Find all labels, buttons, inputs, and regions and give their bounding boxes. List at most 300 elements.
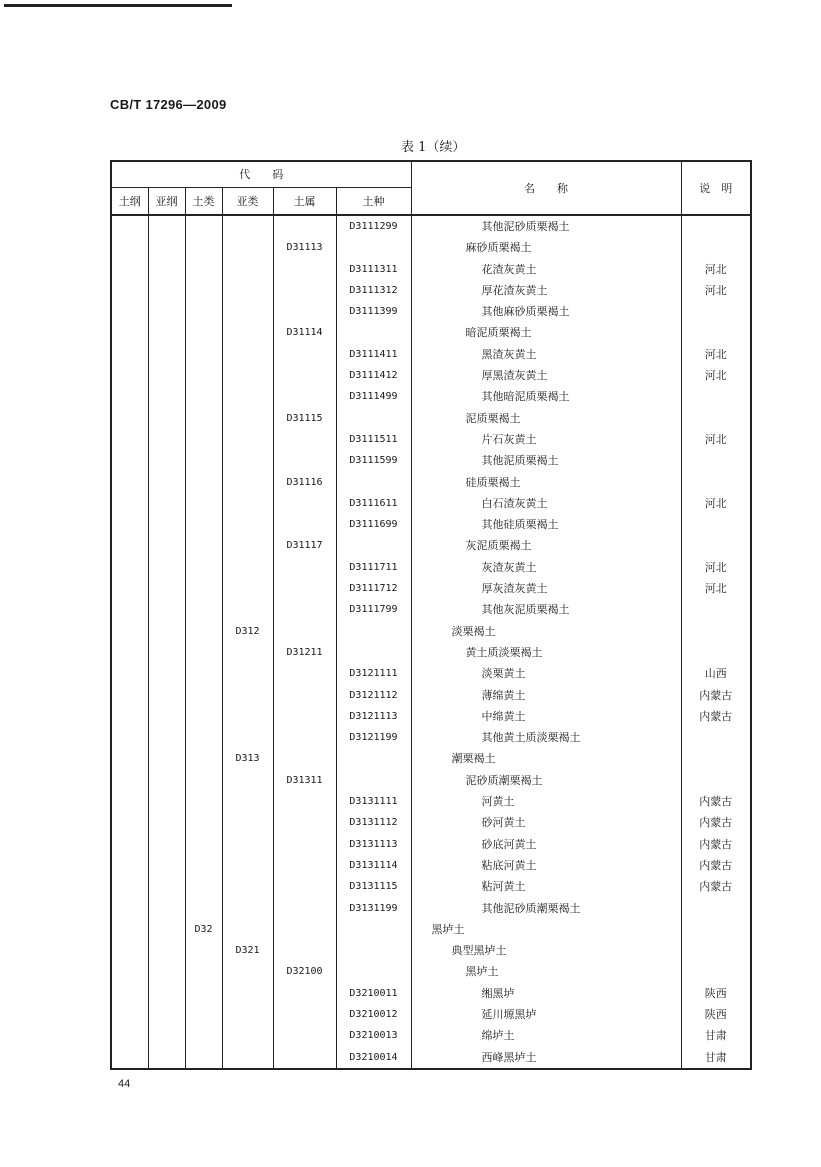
- yagang-cell: [148, 301, 185, 322]
- tuzhong-cell: [336, 961, 411, 982]
- name-cell: 其他灰泥质栗褐土: [411, 599, 681, 620]
- yalei-cell: D313: [222, 748, 273, 769]
- tushu-cell: [273, 727, 336, 748]
- tugang-header: 土纲: [111, 187, 148, 215]
- tushu-cell: D31211: [273, 642, 336, 663]
- tugang-cell: [111, 429, 148, 450]
- note-cell: [681, 599, 751, 620]
- table-title: 表 1（续）: [401, 140, 466, 155]
- yagang-cell: [148, 280, 185, 301]
- note-header: 说 明: [681, 161, 751, 215]
- tugang-cell: [111, 322, 148, 343]
- tushu-cell: [273, 663, 336, 684]
- table-row: [111, 898, 751, 919]
- table-row: [111, 344, 751, 365]
- tushu-cell: D32100: [273, 961, 336, 982]
- tushu-cell: [273, 450, 336, 471]
- yalei-cell: [222, 727, 273, 748]
- tugang-cell: [111, 450, 148, 471]
- tugang-cell: [111, 557, 148, 578]
- tulei-cell: [185, 876, 222, 897]
- yalei-cell: [222, 983, 273, 1004]
- tushu-cell: D31117: [273, 535, 336, 556]
- tushu-cell: [273, 386, 336, 407]
- tushu-cell: [273, 429, 336, 450]
- tulei-cell: [185, 812, 222, 833]
- tushu-header: 土属: [273, 187, 336, 215]
- name-cell: 缃黑垆: [411, 983, 681, 1004]
- yalei-cell: [222, 215, 273, 237]
- tuzhong-cell: D3131112: [336, 812, 411, 833]
- tuzhong-cell: D3210012: [336, 1004, 411, 1025]
- tuzhong-cell: D3131115: [336, 876, 411, 897]
- name-cell: 硅质栗褐土: [411, 472, 681, 493]
- tushu-cell: [273, 1047, 336, 1069]
- yalei-cell: [222, 961, 273, 982]
- yalei-cell: [222, 898, 273, 919]
- tulei-cell: [185, 535, 222, 556]
- yalei-cell: [222, 770, 273, 791]
- yalei-cell: [222, 386, 273, 407]
- tushu-cell: [273, 215, 336, 237]
- yagang-cell: [148, 344, 185, 365]
- tulei-cell: [185, 237, 222, 258]
- yalei-cell: [222, 812, 273, 833]
- name-cell: 厚花渣灰黄土: [411, 280, 681, 301]
- tulei-cell: [185, 322, 222, 343]
- tulei-cell: [185, 493, 222, 514]
- note-cell: 河北: [681, 365, 751, 386]
- name-cell: 麻砂质栗褐土: [411, 237, 681, 258]
- yalei-cell: [222, 834, 273, 855]
- tugang-cell: [111, 621, 148, 642]
- yalei-cell: [222, 322, 273, 343]
- tugang-cell: [111, 599, 148, 620]
- tulei-cell: [185, 450, 222, 471]
- yagang-cell: [148, 770, 185, 791]
- note-cell: [681, 940, 751, 961]
- yalei-cell: [222, 855, 273, 876]
- tugang-cell: [111, 301, 148, 322]
- table-row: [111, 237, 751, 258]
- yalei-cell: [222, 876, 273, 897]
- table-row: [111, 578, 751, 599]
- tuzhong-cell: D3111712: [336, 578, 411, 599]
- tushu-cell: [273, 748, 336, 769]
- tushu-cell: [273, 685, 336, 706]
- tushu-cell: [273, 876, 336, 897]
- table-row: [111, 876, 751, 897]
- name-cell: 暗泥质栗褐土: [411, 322, 681, 343]
- yalei-header: 亚类: [222, 187, 273, 215]
- tuzhong-header: 土种: [336, 187, 411, 215]
- tugang-cell: [111, 408, 148, 429]
- yagang-cell: [148, 578, 185, 599]
- tuzhong-cell: D3210011: [336, 983, 411, 1004]
- name-cell: 厚黑渣灰黄土: [411, 365, 681, 386]
- tuzhong-cell: D3121112: [336, 685, 411, 706]
- yagang-cell: [148, 557, 185, 578]
- tuzhong-cell: D3111412: [336, 365, 411, 386]
- yagang-cell: [148, 727, 185, 748]
- note-cell: [681, 322, 751, 343]
- code-group-header: 代 码: [111, 161, 411, 187]
- note-cell: [681, 621, 751, 642]
- yagang-cell: [148, 1047, 185, 1069]
- tulei-cell: [185, 1047, 222, 1069]
- tushu-cell: D31113: [273, 237, 336, 258]
- tushu-cell: [273, 983, 336, 1004]
- note-cell: [681, 535, 751, 556]
- tulei-cell: [185, 365, 222, 386]
- yagang-header: 亚纲: [148, 187, 185, 215]
- yagang-cell: [148, 834, 185, 855]
- yagang-cell: [148, 535, 185, 556]
- tushu-cell: [273, 919, 336, 940]
- tuzhong-cell: D3210013: [336, 1025, 411, 1046]
- yagang-cell: [148, 493, 185, 514]
- tuzhong-cell: [336, 748, 411, 769]
- tuzhong-cell: [336, 919, 411, 940]
- yalei-cell: [222, 791, 273, 812]
- note-cell: [681, 770, 751, 791]
- table-row: [111, 770, 751, 791]
- yalei-cell: [222, 429, 273, 450]
- note-cell: 内蒙古: [681, 812, 751, 833]
- tugang-cell: [111, 961, 148, 982]
- tushu-cell: [273, 280, 336, 301]
- name-cell: 泥质栗褐土: [411, 408, 681, 429]
- note-cell: 陕西: [681, 983, 751, 1004]
- tulei-cell: D32: [185, 919, 222, 940]
- tugang-cell: [111, 386, 148, 407]
- name-cell: 绵垆土: [411, 1025, 681, 1046]
- note-cell: [681, 237, 751, 258]
- yalei-cell: [222, 578, 273, 599]
- tuzhong-cell: D3111799: [336, 599, 411, 620]
- note-cell: 河北: [681, 259, 751, 280]
- tugang-cell: [111, 898, 148, 919]
- yalei-cell: [222, 237, 273, 258]
- yagang-cell: [148, 472, 185, 493]
- tulei-cell: [185, 748, 222, 769]
- yagang-cell: [148, 599, 185, 620]
- name-cell: 片石灰黄土: [411, 429, 681, 450]
- tuzhong-cell: [336, 940, 411, 961]
- tulei-cell: [185, 834, 222, 855]
- table-row: [111, 365, 751, 386]
- name-cell: 延川塬黑垆: [411, 1004, 681, 1025]
- tushu-cell: [273, 834, 336, 855]
- tulei-cell: [185, 706, 222, 727]
- tuzhong-cell: D3131199: [336, 898, 411, 919]
- yagang-cell: [148, 237, 185, 258]
- table-row: [111, 322, 751, 343]
- yagang-cell: [148, 621, 185, 642]
- tugang-cell: [111, 685, 148, 706]
- table-row: [111, 1025, 751, 1046]
- tugang-cell: [111, 919, 148, 940]
- tugang-cell: [111, 365, 148, 386]
- tulei-cell: [185, 983, 222, 1004]
- yagang-cell: [148, 429, 185, 450]
- yalei-cell: [222, 557, 273, 578]
- tugang-cell: [111, 983, 148, 1004]
- yalei-cell: [222, 535, 273, 556]
- note-cell: [681, 472, 751, 493]
- name-cell: 其他泥砂质潮栗褐土: [411, 898, 681, 919]
- note-cell: 内蒙古: [681, 834, 751, 855]
- name-cell: 砂河黄土: [411, 812, 681, 833]
- note-cell: [681, 748, 751, 769]
- tuzhong-cell: [336, 770, 411, 791]
- name-cell: 花渣灰黄土: [411, 259, 681, 280]
- table-row: [111, 429, 751, 450]
- name-cell: 白石渣灰黄土: [411, 493, 681, 514]
- yagang-cell: [148, 791, 185, 812]
- tuzhong-cell: [336, 535, 411, 556]
- tugang-cell: [111, 344, 148, 365]
- yalei-cell: [222, 365, 273, 386]
- name-cell: 薄绵黄土: [411, 685, 681, 706]
- table-row: [111, 557, 751, 578]
- tushu-cell: [273, 578, 336, 599]
- yalei-cell: [222, 301, 273, 322]
- tushu-cell: [273, 898, 336, 919]
- note-cell: 内蒙古: [681, 876, 751, 897]
- table-row: [111, 727, 751, 748]
- note-cell: [681, 898, 751, 919]
- tugang-cell: [111, 237, 148, 258]
- yagang-cell: [148, 386, 185, 407]
- table-row: [111, 386, 751, 407]
- name-cell: 淡栗黄土: [411, 663, 681, 684]
- yalei-cell: D321: [222, 940, 273, 961]
- yagang-cell: [148, 898, 185, 919]
- tushu-cell: [273, 493, 336, 514]
- yalei-cell: [222, 599, 273, 620]
- name-cell: 厚灰渣灰黄土: [411, 578, 681, 599]
- yalei-cell: [222, 450, 273, 471]
- yalei-cell: [222, 642, 273, 663]
- yalei-cell: [222, 919, 273, 940]
- tuzhong-cell: D3111699: [336, 514, 411, 535]
- tushu-cell: [273, 791, 336, 812]
- yagang-cell: [148, 919, 185, 940]
- tuzhong-cell: D3111711: [336, 557, 411, 578]
- note-cell: [681, 919, 751, 940]
- tushu-cell: [273, 557, 336, 578]
- yalei-cell: [222, 1004, 273, 1025]
- tuzhong-cell: [336, 472, 411, 493]
- table-row: [111, 535, 751, 556]
- yagang-cell: [148, 940, 185, 961]
- tugang-cell: [111, 663, 148, 684]
- tuzhong-cell: D3210014: [336, 1047, 411, 1069]
- note-cell: [681, 386, 751, 407]
- tugang-cell: [111, 748, 148, 769]
- name-cell: 粘河黄土: [411, 876, 681, 897]
- note-cell: [681, 642, 751, 663]
- tugang-cell: [111, 791, 148, 812]
- tuzhong-cell: D3121111: [336, 663, 411, 684]
- tulei-cell: [185, 472, 222, 493]
- tulei-header: 土类: [185, 187, 222, 215]
- tugang-cell: [111, 706, 148, 727]
- tuzhong-cell: D3131113: [336, 834, 411, 855]
- table-row: [111, 748, 751, 769]
- scan-edge-bar: [4, 4, 232, 7]
- yagang-cell: [148, 365, 185, 386]
- tugang-cell: [111, 1004, 148, 1025]
- tulei-cell: [185, 961, 222, 982]
- tulei-cell: [185, 727, 222, 748]
- table-row: [111, 940, 751, 961]
- name-cell: 黑垆土: [411, 961, 681, 982]
- yalei-cell: [222, 280, 273, 301]
- tugang-cell: [111, 812, 148, 833]
- tuzhong-cell: D3111411: [336, 344, 411, 365]
- yagang-cell: [148, 408, 185, 429]
- note-cell: 内蒙古: [681, 706, 751, 727]
- tulei-cell: [185, 301, 222, 322]
- table-row: [111, 450, 751, 471]
- note-cell: [681, 514, 751, 535]
- page-number: 44: [118, 1078, 131, 1090]
- yagang-cell: [148, 1004, 185, 1025]
- yalei-cell: [222, 472, 273, 493]
- table-row: [111, 215, 751, 237]
- yalei-cell: [222, 1025, 273, 1046]
- tulei-cell: [185, 215, 222, 237]
- note-cell: 河北: [681, 344, 751, 365]
- table-row: [111, 791, 751, 812]
- tulei-cell: [185, 599, 222, 620]
- tushu-cell: [273, 259, 336, 280]
- yagang-cell: [148, 706, 185, 727]
- yagang-cell: [148, 450, 185, 471]
- table-row: [111, 834, 751, 855]
- note-cell: 内蒙古: [681, 685, 751, 706]
- name-cell: 其他麻砂质栗褐土: [411, 301, 681, 322]
- name-cell: 淡栗褐土: [411, 621, 681, 642]
- tushu-cell: D31116: [273, 472, 336, 493]
- yagang-cell: [148, 855, 185, 876]
- name-cell: 灰渣灰黄土: [411, 557, 681, 578]
- table-body: [111, 215, 751, 1069]
- standard-code: CB/T 17296—2009: [110, 97, 227, 112]
- tuzhong-cell: D3111511: [336, 429, 411, 450]
- tulei-cell: [185, 685, 222, 706]
- table-row: [111, 855, 751, 876]
- tugang-cell: [111, 280, 148, 301]
- note-cell: 河北: [681, 429, 751, 450]
- tulei-cell: [185, 514, 222, 535]
- name-cell: 其他暗泥质栗褐土: [411, 386, 681, 407]
- table-row: [111, 1047, 751, 1069]
- tushu-cell: [273, 1004, 336, 1025]
- table-row: [111, 1004, 751, 1025]
- tuzhong-cell: D3111611: [336, 493, 411, 514]
- tuzhong-cell: D3131111: [336, 791, 411, 812]
- yalei-cell: [222, 685, 273, 706]
- tuzhong-cell: D3111499: [336, 386, 411, 407]
- note-cell: 甘肃: [681, 1025, 751, 1046]
- table-row: [111, 961, 751, 982]
- tulei-cell: [185, 940, 222, 961]
- yagang-cell: [148, 514, 185, 535]
- table-row: [111, 472, 751, 493]
- yagang-cell: [148, 642, 185, 663]
- tulei-cell: [185, 1004, 222, 1025]
- yagang-cell: [148, 812, 185, 833]
- tugang-cell: [111, 1025, 148, 1046]
- note-cell: 河北: [681, 280, 751, 301]
- tushu-cell: [273, 365, 336, 386]
- name-cell: 灰泥质栗褐土: [411, 535, 681, 556]
- note-cell: 河北: [681, 578, 751, 599]
- name-cell: 中绵黄土: [411, 706, 681, 727]
- tushu-cell: D31311: [273, 770, 336, 791]
- note-cell: [681, 450, 751, 471]
- yalei-cell: [222, 259, 273, 280]
- note-cell: 内蒙古: [681, 791, 751, 812]
- yagang-cell: [148, 259, 185, 280]
- yalei-cell: [222, 408, 273, 429]
- tugang-cell: [111, 578, 148, 599]
- tugang-cell: [111, 855, 148, 876]
- note-cell: [681, 215, 751, 237]
- tushu-cell: [273, 344, 336, 365]
- tuzhong-cell: D3121113: [336, 706, 411, 727]
- note-cell: [681, 301, 751, 322]
- yalei-cell: [222, 1047, 273, 1069]
- tulei-cell: [185, 429, 222, 450]
- yagang-cell: [148, 748, 185, 769]
- soil-classification-table: [110, 160, 752, 1070]
- yagang-cell: [148, 876, 185, 897]
- table-row: [111, 259, 751, 280]
- tulei-cell: [185, 280, 222, 301]
- yalei-cell: [222, 663, 273, 684]
- yagang-cell: [148, 1025, 185, 1046]
- tulei-cell: [185, 1025, 222, 1046]
- tushu-cell: [273, 855, 336, 876]
- tulei-cell: [185, 898, 222, 919]
- name-cell: 黑垆土: [411, 919, 681, 940]
- name-cell: 典型黑垆土: [411, 940, 681, 961]
- note-cell: 山西: [681, 663, 751, 684]
- yagang-cell: [148, 322, 185, 343]
- name-cell: 砂底河黄土: [411, 834, 681, 855]
- tuzhong-cell: [336, 237, 411, 258]
- tugang-cell: [111, 770, 148, 791]
- tushu-cell: [273, 599, 336, 620]
- tugang-cell: [111, 727, 148, 748]
- name-cell: 其他硅质栗褐土: [411, 514, 681, 535]
- yagang-cell: [148, 215, 185, 237]
- tugang-cell: [111, 472, 148, 493]
- tulei-cell: [185, 770, 222, 791]
- name-cell: 河黄土: [411, 791, 681, 812]
- note-cell: 内蒙古: [681, 855, 751, 876]
- tushu-cell: [273, 940, 336, 961]
- tulei-cell: [185, 642, 222, 663]
- name-cell: 西峰黑垆土: [411, 1047, 681, 1069]
- tugang-cell: [111, 514, 148, 535]
- tulei-cell: [185, 259, 222, 280]
- tuzhong-cell: D3111311: [336, 259, 411, 280]
